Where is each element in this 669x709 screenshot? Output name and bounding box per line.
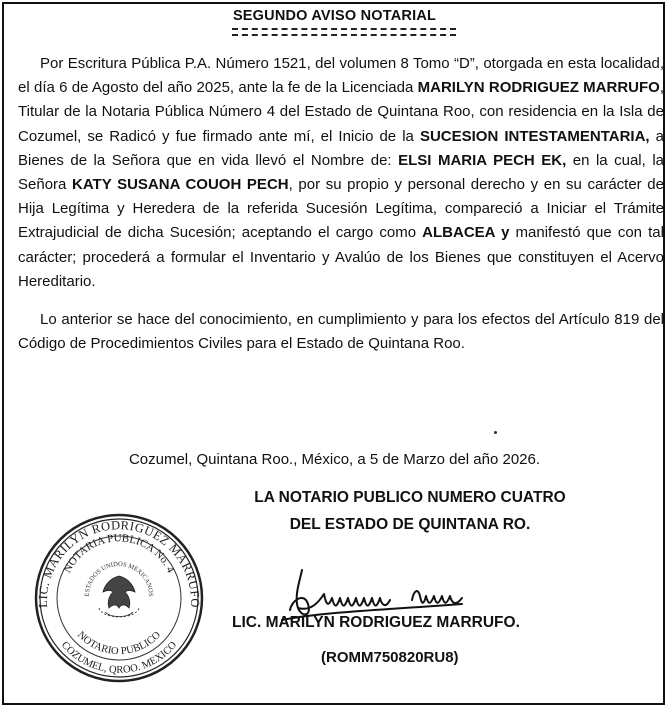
notary-title-line-2: DEL ESTADO DE QUINTANA RO. (289, 516, 531, 533)
paragraph-1-text-1: Por Escritura Pública P.A. Número 1521, del volumen 8 Tomo “D”, otorgada en esta localidad, el día 6 de Agosto del año 2025, ante la fe de la Licenciada (18, 55, 664, 97)
signer-rfc: (ROMM750820RU8) (321, 649, 459, 666)
paragraph-1-text-2: , Titular de la Notaria Pública Número 4 del Estado de Quintana Roo, con residencia en la Isla de Cozumel, se Radicó y fue firmado ante mí, el Inicio de la (18, 79, 664, 145)
paragraph-1-text-5: , por su propio y personal derecho y en su carácter de Hija Legítima y Heredera de la referida Sucesión Legítima, compareció a Iniciar el Trámite Extrajudicial de dicha Sucesión; aceptando el cargo como (18, 176, 664, 242)
paragraph-1-text-4: en la cual, la Señora (18, 151, 664, 194)
place-and-date: Cozumel, Quintana Roo., México, a 5 de Marzo del año 2026. (128, 451, 541, 468)
signer-name: LIC. MARILYN RODRIGUEZ MARRUFO. (232, 614, 520, 631)
notary-seal-stamp (33, 512, 205, 684)
svg-text:ESTADOS UNIDOS MEXICANOS: ESTADOS UNIDOS MEXICANOS (83, 560, 155, 597)
deceased-name-bold: ELSI MARIA PECH EK, (398, 151, 567, 169)
svg-text:NOTARIA PUBLICA No. 4: NOTARIA PUBLICA No. 4 (61, 532, 177, 575)
succession-type-bold: SUCESION INTESTAMENTARIA, (419, 127, 650, 145)
document-title: SEGUNDO AVISO NOTARIAL (232, 8, 437, 24)
svg-text:COZUMEL, QROO. MEXICO: COZUMEL, QROO. MEXICO (58, 639, 180, 676)
title-underline (232, 28, 456, 36)
paragraph-2: Lo anterior se hace del conocimiento, en cumplimiento y para los efectos del Artículo 819 del Código de Procedimientos Civiles para el Estado de Quintana Roo. (18, 311, 664, 353)
notary-title-line-1: LA NOTARIO PUBLICO NUMERO CUATRO (254, 489, 566, 506)
notary-name-bold: MARILYN RODRIGUEZ MARRUFO (417, 79, 660, 97)
svg-text:LIC. MARILYN RODRIGUEZ MARRUFO: LIC. MARILYN RODRIGUEZ MARRUFO (35, 518, 203, 609)
notice-body (18, 52, 664, 356)
svg-text:NOTARIO PUBLICO: NOTARIO PUBLICO (74, 629, 164, 658)
stray-dot (494, 431, 497, 434)
paragraph-1-text-3: a Bienes de la Señora que en vida llevó el Nombre de: (18, 127, 665, 169)
executor-role-bold: ALBACEA y (422, 224, 510, 242)
paragraph-1 (18, 52, 664, 294)
heir-name-bold: KATY SUSANA COUOH PECH (72, 176, 289, 194)
paragraph-1-text-6: manifestó que con tal carácter; procederá a formular el Inventario y Avalúo de los Bienes que constituyen el Acervo Hereditario. (18, 224, 664, 290)
